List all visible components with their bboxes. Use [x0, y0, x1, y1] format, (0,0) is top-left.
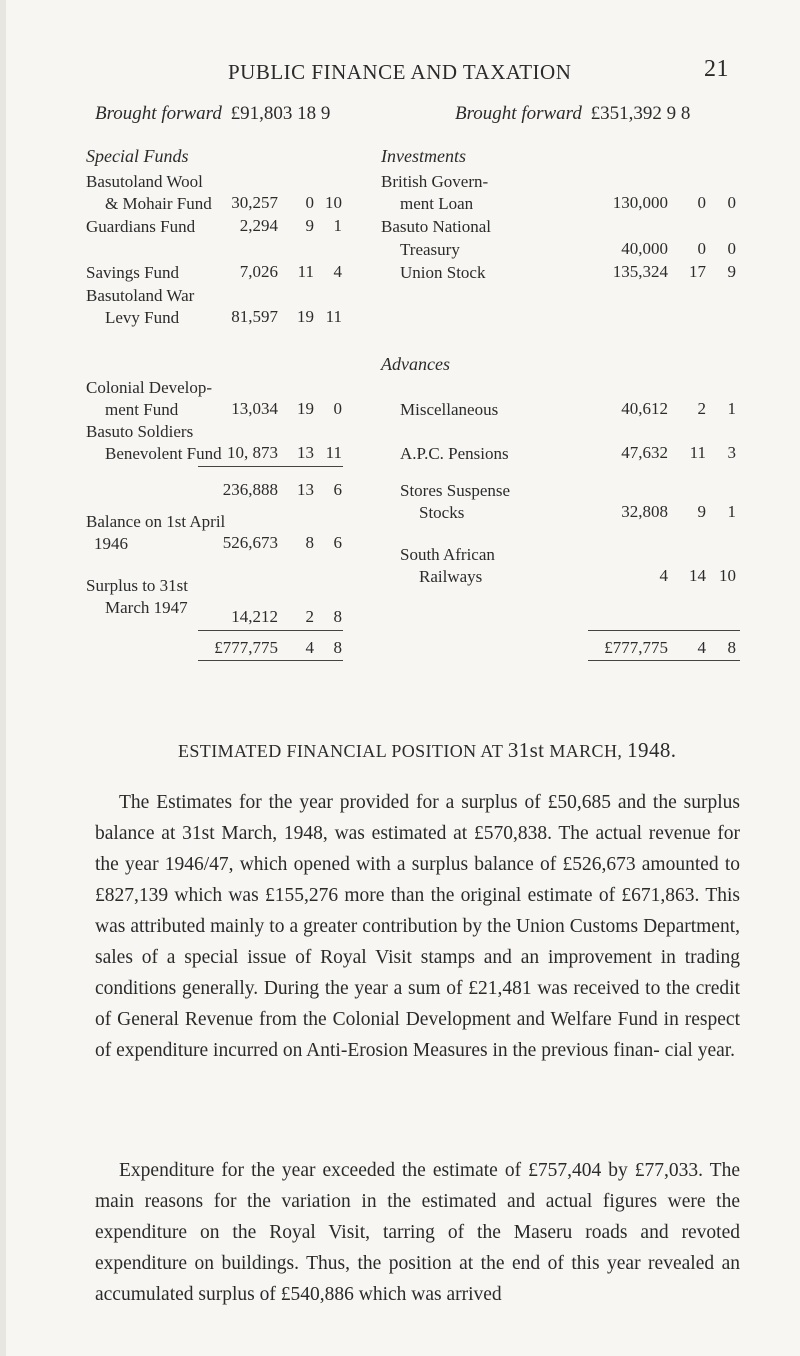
investment-label: Treasury [400, 240, 460, 259]
balance-shillings: 8 [305, 533, 314, 552]
amount-pounds: 130,000 [612, 193, 668, 212]
subtotal-rule [198, 466, 343, 467]
amount-pence: 1 [727, 399, 736, 418]
fund-label: Guardians Fund [86, 217, 196, 236]
left-brought-forward: Brought forward £91,803 18 9 [95, 103, 331, 124]
paragraph-estimates: The Estimates for the year provided for a surplus of £50,685 and the surplus balance at 31st March, 1948, was estimated at £570,838. The actual revenue for the year 1946/47, which opened with a surplus balance of £526,673 amounted to £827,139 which was £155,276 more than the original estimate of £671,863. This was attributed mainly to a greater contribution by the Union Customs Department, sales of a special issue of Royal Visit stamps and an improvement in trading conditions generally. During the year a sum of £21,481 was received to the credit of General Revenue from the Colonial Development and Welfare Fund in respect of expenditure incurred on Anti-Erosion Measures in the previous finan- cial year. [95, 792, 740, 1061]
fund-label: Levy Fund [105, 308, 180, 327]
fund-label: Basuto Soldiers [86, 422, 194, 441]
right-total-pence: 8 [727, 638, 736, 657]
amount-shillings: 19 [297, 307, 314, 326]
amount-shillings: 0 [305, 193, 314, 212]
amount-shillings: 11 [689, 443, 706, 462]
amount-shillings: 0 [697, 193, 706, 212]
amount-pence: 11 [325, 443, 342, 462]
amount-pence: 1 [727, 502, 736, 521]
balance-label: 1946 [94, 534, 128, 553]
advances-title: Advances [381, 354, 450, 374]
amount-pounds: 135,324 [612, 262, 668, 281]
advance-label: South African [400, 545, 495, 564]
fund-label: Benevolent Fund [105, 444, 222, 463]
running-header: PUBLIC FINANCE AND TAXATION [228, 60, 572, 84]
amount-shillings: 11 [297, 262, 314, 281]
surplus-shillings: 2 [305, 607, 314, 626]
amount-pence: 11 [325, 307, 342, 326]
amount-pence: 3 [727, 443, 736, 462]
right-brought-forward: Brought forward £351,392 9 8 [455, 103, 691, 124]
amount-pence: 10 [325, 193, 342, 212]
surplus-label: Surplus to 31st [86, 576, 189, 595]
section-heading: ESTIMATED FINANCIAL POSITION AT 31st MARCH, 1948. [178, 738, 677, 762]
amount-shillings: 2 [697, 399, 706, 418]
amount-pence: 10 [719, 566, 736, 585]
balance-pounds: 526,673 [222, 533, 278, 552]
right-total-rule-bottom [588, 660, 740, 661]
surplus-pounds: 14,212 [231, 607, 278, 626]
amount-shillings: 9 [305, 216, 314, 235]
amount-pounds: 4 [659, 566, 668, 585]
fund-label: Basutoland Wool [86, 172, 203, 191]
balance-label: Balance on 1st April [86, 512, 226, 531]
left-total-pounds: £777,775 [214, 638, 278, 657]
investment-label: ment Loan [400, 194, 474, 213]
amount-pounds: 13,034 [231, 399, 278, 418]
investment-label: Union Stock [400, 263, 486, 282]
right-total-pounds: £777,775 [604, 638, 668, 657]
surplus-pence: 8 [333, 607, 342, 626]
advance-label: Railways [419, 567, 483, 586]
amount-pounds: 2,294 [239, 216, 278, 235]
amount-shillings: 0 [697, 239, 706, 258]
fund-label: Savings Fund [86, 263, 180, 282]
page-number: 21 [704, 56, 729, 82]
right-total-rule-top [588, 630, 740, 631]
fund-label: ment Fund [105, 400, 179, 419]
amount-shillings: 13 [297, 443, 314, 462]
amount-pounds: 81,597 [231, 307, 278, 326]
fund-label: Basutoland War [86, 286, 195, 305]
fund-label: Colonial Develop- [86, 378, 213, 397]
amount-pounds: 40,000 [621, 239, 668, 258]
paragraph-expenditure: Expenditure for the year exceeded the estimate of £757,404 by £77,033. The main reasons for the variation in the estimated and actual figures were the expenditure on the Royal Visit, tarring of the Maseru roads and revoted expenditure on buildings. Thus, the position at the end of this year revealed an accumulated surplus of £540,886 which was arrived [95, 1160, 740, 1305]
special-funds-title: Special Funds [86, 146, 189, 166]
total-rule-top [198, 630, 343, 631]
balance-pence: 6 [333, 533, 342, 552]
amount-shillings: 17 [689, 262, 706, 281]
amount-pounds: 10, 873 [227, 443, 278, 462]
amount-pounds: 40,612 [621, 399, 668, 418]
amount-shillings: 14 [689, 566, 706, 585]
advance-label: Miscellaneous [400, 400, 499, 419]
investment-label: Basuto National [381, 217, 492, 236]
amount-pounds: 32,808 [621, 502, 668, 521]
amount-pence: 0 [727, 239, 736, 258]
amount-pounds: 47,632 [621, 443, 668, 462]
amount-shillings: 19 [297, 399, 314, 418]
left-total-pence: 8 [333, 638, 342, 657]
surplus-label: March 1947 [105, 598, 188, 617]
amount-pence: 1 [333, 216, 342, 235]
left-total-shillings: 4 [305, 638, 314, 657]
amount-pounds: 30,257 [231, 193, 278, 212]
right-total-shillings: 4 [697, 638, 706, 657]
total-rule-bottom [198, 660, 343, 661]
amount-pence: 0 [727, 193, 736, 212]
subtotal-pence: 6 [333, 480, 342, 499]
fund-label: & Mohair Fund [105, 194, 212, 213]
amount-pence: 9 [727, 262, 736, 281]
subtotal-pounds: 236,888 [222, 480, 278, 499]
subtotal-shillings: 13 [297, 480, 314, 499]
advance-label: A.P.C. Pensions [400, 444, 509, 463]
advance-label: Stocks [419, 503, 465, 522]
advance-label: Stores Suspense [400, 481, 511, 500]
page-edge [0, 0, 6, 1356]
amount-pence: 4 [333, 262, 342, 281]
investment-label: British Govern- [381, 172, 489, 191]
amount-shillings: 9 [697, 502, 706, 521]
amount-pence: 0 [333, 399, 342, 418]
amount-pounds: 7,026 [239, 262, 278, 281]
investments-title: Investments [381, 146, 466, 166]
